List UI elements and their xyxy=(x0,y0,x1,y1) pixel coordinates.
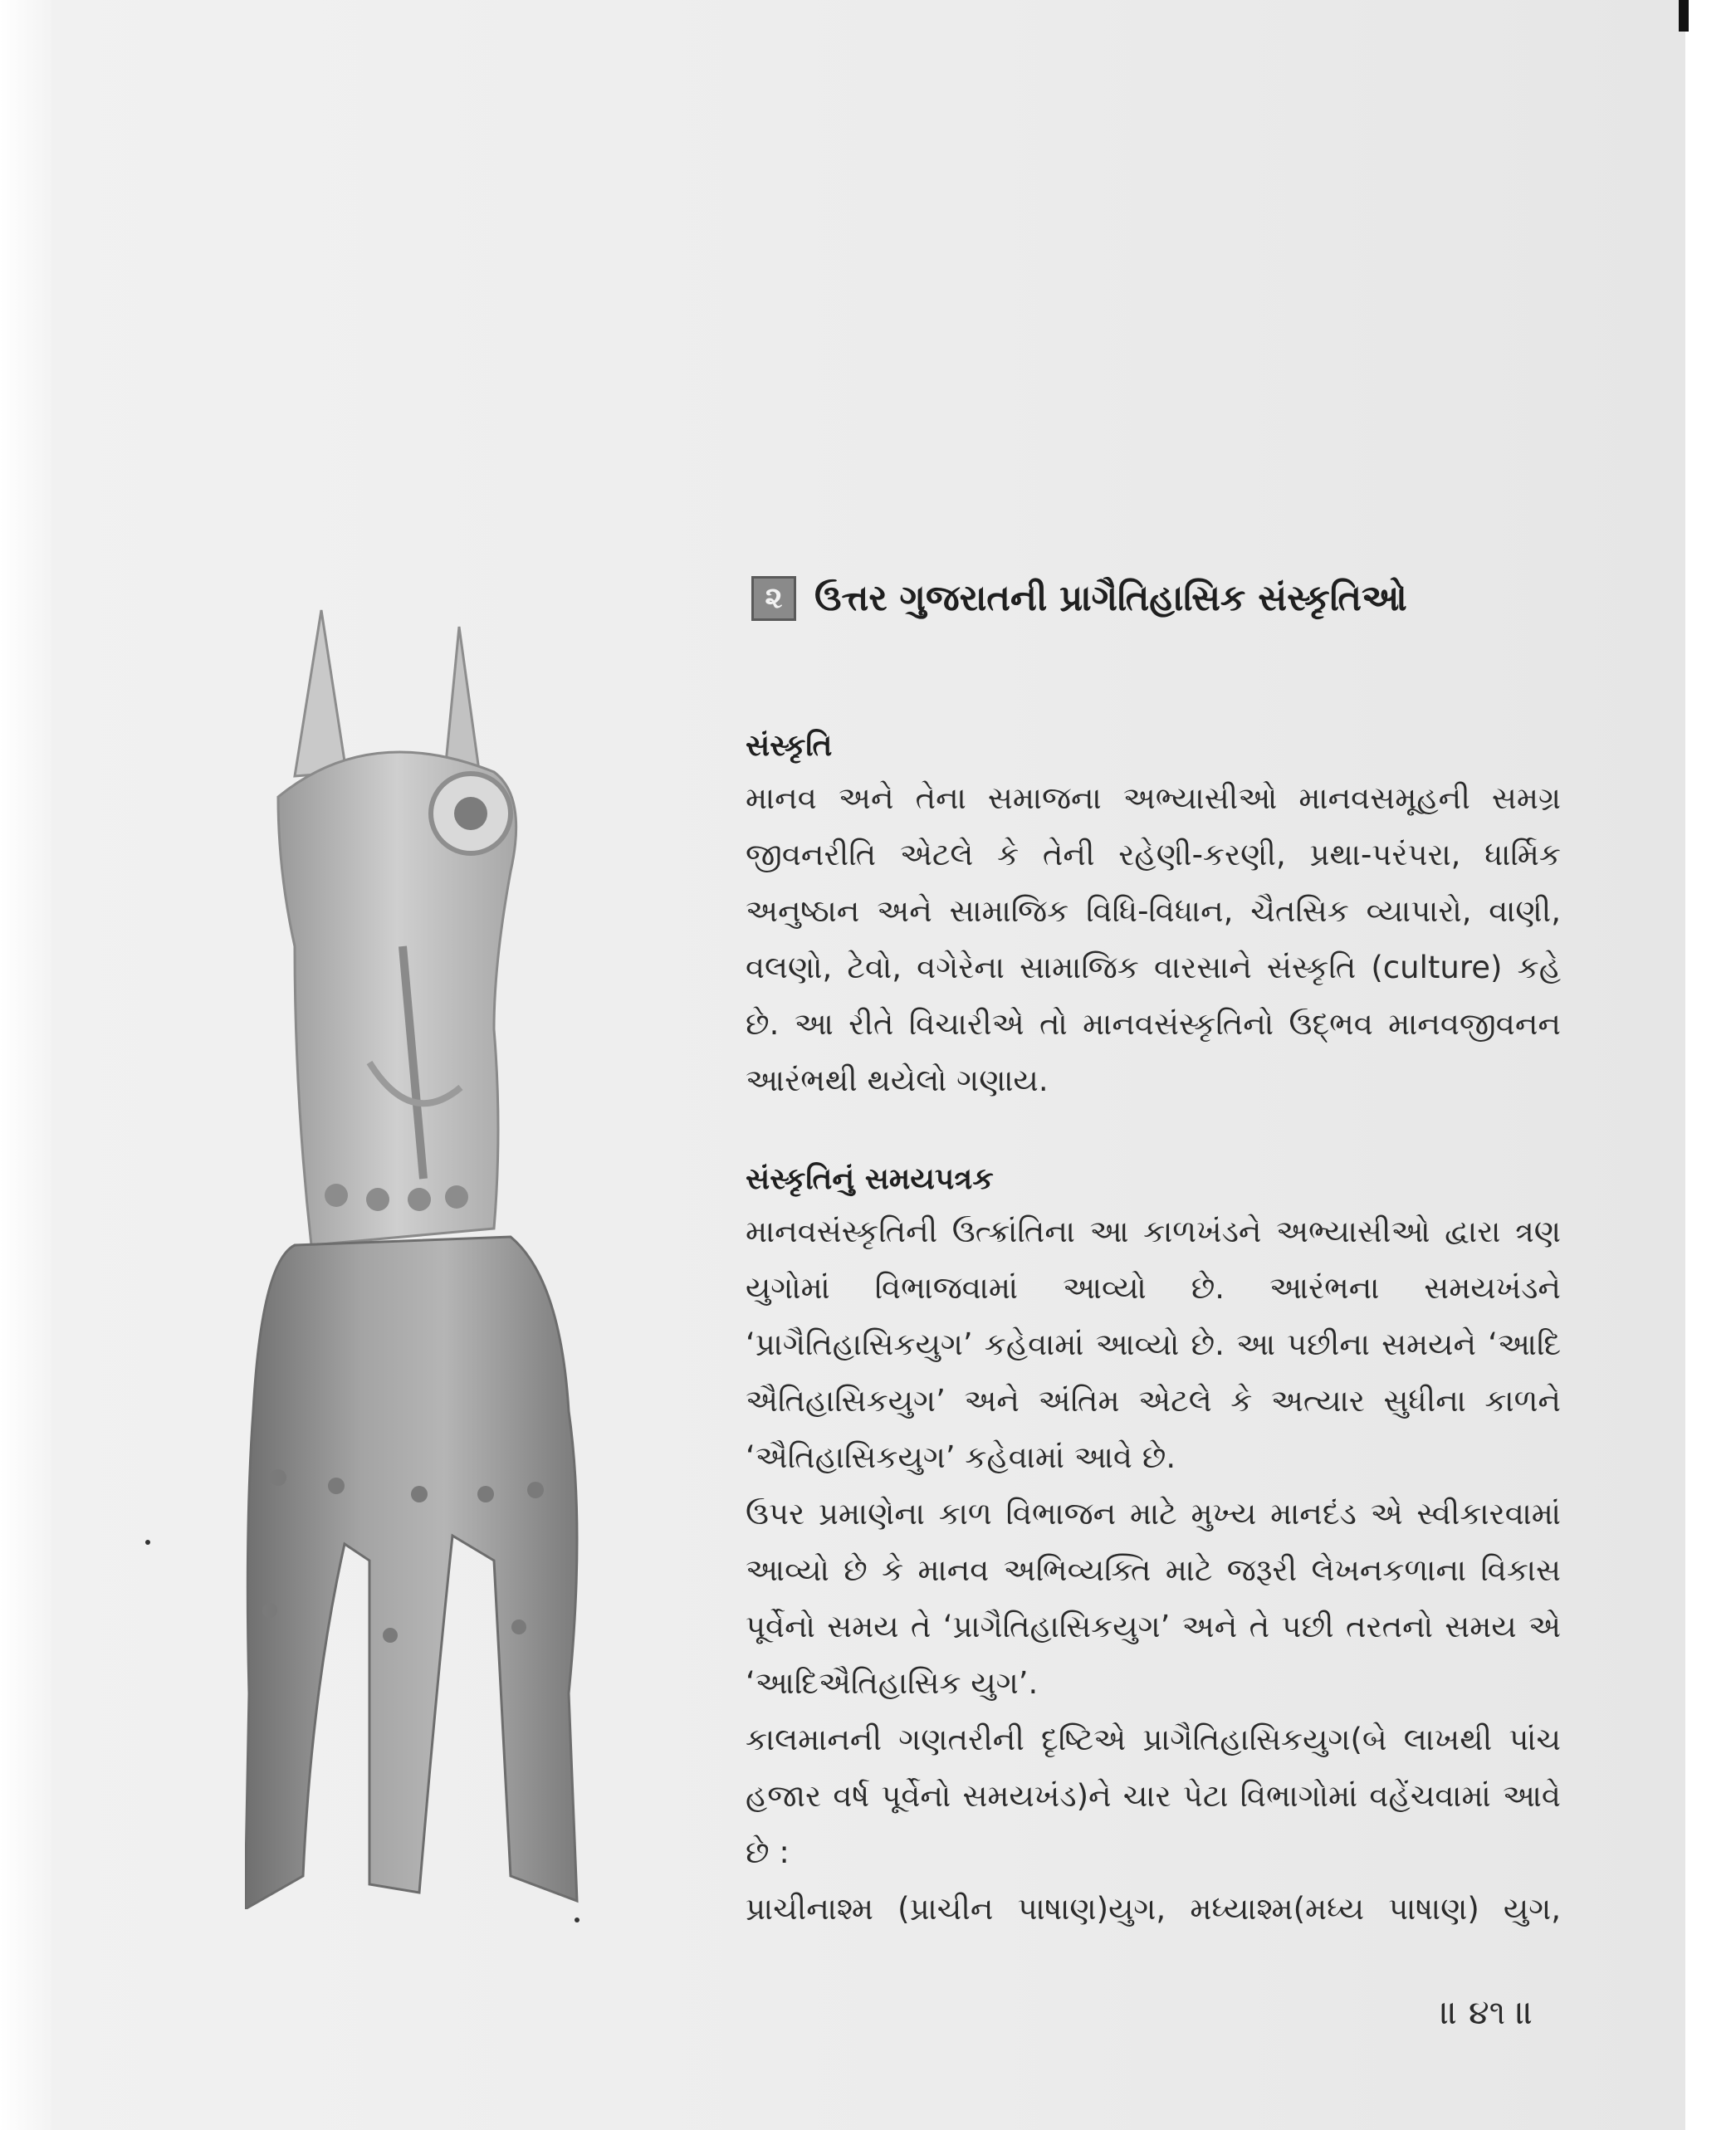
paragraph-line: પૂર્વેનો સમય તે ‘પ્રાગૈતિહાસિકયુગ’ અને તે પછી તરતનો સમય એ xyxy=(746,1609,1561,1644)
section-heading-culture: સંસ્કૃતિ xyxy=(746,729,833,763)
scan-edge-mark xyxy=(1679,0,1689,32)
paragraph-line: ‘આદિઐતિહાસિક યુગ’. xyxy=(746,1665,1039,1701)
chapter-number-badge: ૨ xyxy=(751,576,796,621)
scan-speck xyxy=(575,1917,579,1922)
paragraph-line: ‘પ્રાગૈતિહાસિકયુગ’ કહેવામાં આવ્યો છે. આ પછીના સમયને ‘આદિ xyxy=(746,1326,1561,1362)
scan-speck xyxy=(145,1540,150,1545)
terracotta-horse-figurine-image xyxy=(245,598,635,1909)
paragraph-line: માનવસંસ્કૃતિની ઉત્ક્રાંતિના આ કાળખંડને અભ્યાસીઓ દ્વારા ત્રણ xyxy=(746,1214,1561,1249)
paragraph-line: છે : xyxy=(746,1834,790,1870)
paragraph-line: આવ્યો છે કે માનવ અભિવ્યક્તિ માટે જરૂરી લેખનકળાના વિકાસ xyxy=(746,1552,1561,1588)
paragraph-line: માનવ અને તેના સમાજના અભ્યાસીઓ માનવસમૂહની સમગ્ર xyxy=(746,780,1561,816)
paragraph-line: ‘ઐતિહાસિકયુગ’ કહેવામાં આવે છે. xyxy=(746,1439,1176,1475)
page-number: ॥ ૪૧ ॥ xyxy=(1440,1994,1534,2032)
scan-margin-right xyxy=(1685,0,1736,2130)
paragraph-line: યુગોમાં વિભાજવામાં આવ્યો છે. આરંભના સમયખંડને xyxy=(746,1270,1561,1306)
paragraph-line: ઐતિહાસિકયુગ’ અને અંતિમ એટલે કે અત્યાર સુધીના કાળને xyxy=(746,1383,1561,1419)
scan-margin-left xyxy=(0,0,51,2130)
paragraph-line: જીવનરીતિ એટલે કે તેની રહેણી-કરણી, પ્રથા-પરંપરા, ધાર્મિક xyxy=(746,837,1561,872)
paragraph-line: અનુષ્ઠાન અને સામાજિક વિધિ-વિધાન, ચૈતસિક વ્યાપારો, વાણી, xyxy=(746,893,1561,929)
paragraph-line: ઉપર પ્રમાણેના કાળ વિભાજન માટે મુખ્ય માનદંડ એ સ્વીકારવામાં xyxy=(746,1496,1561,1532)
section-heading-timeline: સંસ્કૃતિનું સમયપત્રક xyxy=(746,1162,994,1196)
chapter-title: ઉત્તર ગુજરાતની પ્રાગૈતિહાસિક સંસ્કૃતિઓ xyxy=(814,578,1407,619)
chapter-heading xyxy=(751,573,1407,624)
paragraph-line: છે. આ રીતે વિચારીએ તો માનવસંસ્કૃતિનો ઉદ્‌ભવ માનવજીવનન xyxy=(746,1006,1561,1042)
paragraph-line: પ્રાચીનાશ્મ (પ્રાચીન પાષાણ)યુગ, મધ્યાશ્મ(મધ્ય પાષાણ) યુગ, xyxy=(746,1891,1561,1927)
paragraph-line: આરંભથી થયેલો ગણાય. xyxy=(746,1063,1049,1098)
paragraph-line: કાલમાનની ગણતરીની દૃષ્ટિએ પ્રાગૈતિહાસિકયુગ(બે લાખથી પાંચ xyxy=(746,1722,1561,1757)
paragraph-line: હજાર વર્ષ પૂર્વેનો સમયખંડ)ને ચાર પેટા વિભાગોમાં વહેંચવામાં આવે xyxy=(746,1778,1561,1814)
paragraph-line: વલણો, ટેવો, વગેરેના સામાજિક વારસાને સંસ્કૃતિ (culture) કહે xyxy=(746,950,1561,985)
